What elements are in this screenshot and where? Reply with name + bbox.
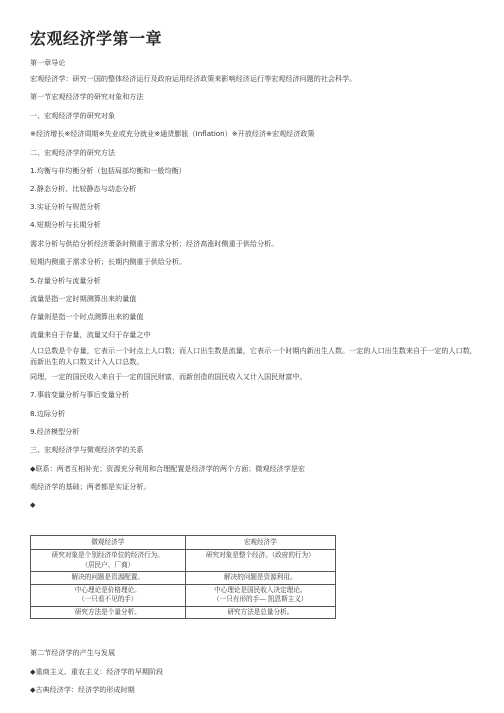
list-item: 8.边际分析	[30, 409, 66, 418]
chapter-heading: 第一章导论	[30, 58, 66, 67]
table-cell	[31, 584, 186, 606]
paragraph: 存量则是指一个时点测算出来的量值	[30, 312, 144, 321]
paragraph: ◆古典经济学：经济学的形成时期	[30, 685, 135, 694]
list-item: 5.存量分析与流量分析	[30, 276, 101, 285]
section-heading: 第一节宏观经济学的研究对象和方法	[30, 92, 144, 101]
table-cell	[185, 550, 335, 572]
list-item: 7.事前变量分析与事后变量分析	[30, 390, 129, 399]
table-header-row	[31, 536, 336, 550]
table-row	[31, 584, 336, 606]
paragraph: 流量是指一定时期测算出来的量值	[30, 294, 137, 303]
cell-text: （一只看不见的手）	[78, 595, 138, 603]
list-item: 2.静态分析、比较静态与动态分析	[30, 184, 137, 193]
document-title: 宏观经济学第一章	[30, 29, 163, 48]
header-macro: 宏观经济学	[185, 536, 335, 550]
paragraph: ◆重商主义、重农主义：经济学的早期阶段	[30, 667, 164, 676]
list-item: 4.短期分析与长期分析	[30, 220, 101, 229]
paragraph: 人口总数是个存量，它表示一个时点上人口数；而人口出生数是流量，它表示一个时期内新出生人数。一定的人口出生数来自于一定的人口数，而新出生的人口数又计入人口总数。	[30, 346, 477, 366]
cell-text: 中心理论是国民收入决定理论。	[214, 585, 307, 594]
cell-text: （居民户、厂商）	[81, 560, 135, 569]
cell-text: （一只有形的手— 凯恩斯主义）	[213, 595, 308, 603]
table-row	[31, 606, 336, 619]
table-cell	[31, 572, 186, 585]
cell-text: 解决的问题是资源利用。	[224, 573, 297, 581]
section-heading: 第二节经济学的产生与发展	[30, 648, 116, 657]
paragraph: 需求分析与供给分析经济萧条时侧重于需求分析；经济高涨时侧重于供给分析。	[30, 239, 279, 248]
table-row	[31, 550, 336, 572]
list-item: 3.实证分析与规范分析	[30, 202, 101, 211]
cell-text: 中心理论是价格理论。	[74, 585, 141, 594]
cell-text: 研究方法是个量分析。	[74, 607, 141, 616]
paragraph: 短期内侧重于需求分析；长期内侧重于供给分析。	[30, 257, 187, 266]
table-cell	[185, 584, 335, 606]
cell-text: 研究对象是个别经济单位的经济行为。	[51, 551, 164, 559]
paragraph: 流量来自于存量，流量又归于存量之中	[30, 330, 151, 339]
cell-text: 解决的问题是资源配置。	[71, 573, 145, 581]
cell-text: 研究方法是总量分析。	[227, 607, 294, 616]
paragraph: ◆联系：两者互相补充；资源充分利用和合理配置是经济学的两个方面；微观经济学是宏	[30, 464, 306, 473]
table-cell	[31, 606, 186, 619]
topic-list: ※经济增长※经济周期※失业或充分就业※通货膨胀（Inflation）※开放经济※宏观经济政策	[30, 129, 315, 138]
definition-paragraph: 宏观经济学：研究一国的整体经济运行及政府运用经济政策来影响经济运行等宏观经济问题的社会科学。	[30, 74, 357, 83]
table-cell	[31, 550, 186, 572]
paragraph: 同理，一定的国民收入来自于一定的国民财富，而新创造的国民收入又计入国民财富中。	[30, 372, 307, 381]
table-cell	[185, 606, 335, 619]
header-micro: 微观经济学	[31, 536, 186, 550]
paragraph: 观经济学的基础；两者都是实证分析。	[30, 482, 151, 491]
subsection-heading: 三、宏观经济学与微观经济学的关系	[30, 445, 144, 454]
table-cell	[185, 572, 335, 585]
subsection-heading: 一、宏观经济学的研究对象	[30, 111, 116, 120]
table-row	[31, 572, 336, 585]
subsection-heading: 二、宏观经济学的研究方法	[30, 148, 116, 157]
cell-text: 研究对象是整个经济。（政府的行为）	[205, 551, 315, 559]
list-item: 9.经济模型分析	[30, 427, 80, 436]
comparison-table	[30, 535, 336, 619]
list-item: 1.均衡与非均衡分析（包括局部均衡和一般均衡）	[30, 166, 186, 175]
diamond-bullet: ◆	[30, 500, 36, 509]
